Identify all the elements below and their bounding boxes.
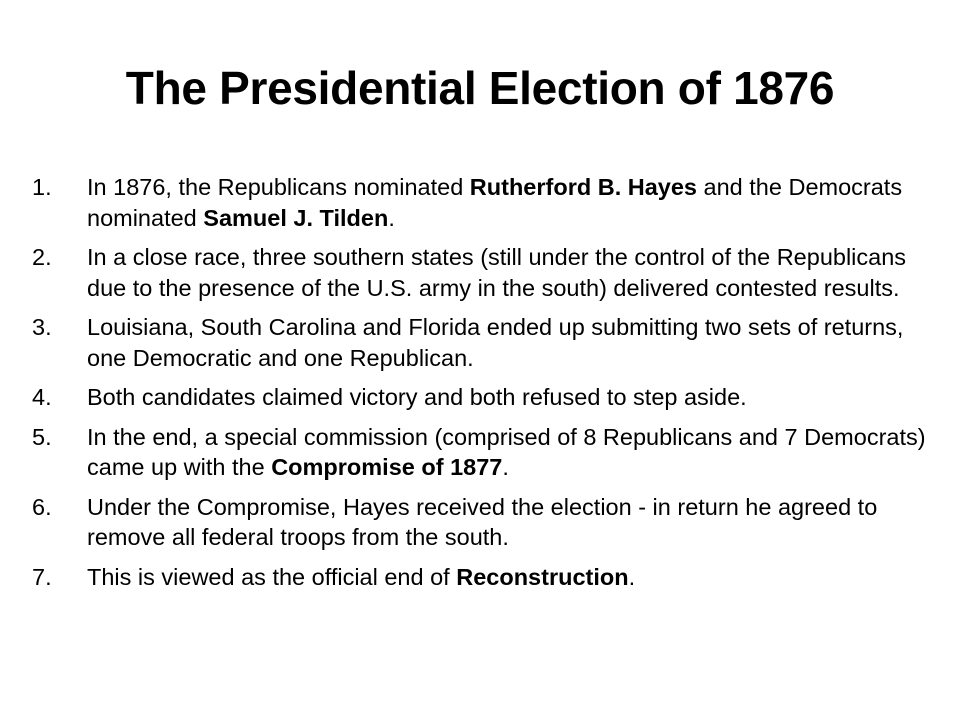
list-item-text: [87, 492, 937, 553]
list-item-number: 6.: [32, 493, 52, 520]
list-item-text: [87, 242, 937, 303]
list-item-text: [87, 562, 937, 593]
text-run: In 1876, the Republicans nominated: [87, 174, 470, 200]
list-item-number: 2.: [32, 244, 52, 270]
bold-term-reconstruction: Reconstruction: [456, 563, 629, 590]
text-run: Louisiana, South Carolina and Florida ended up submitting two sets of returns, one Democratic and one Republican.: [87, 314, 904, 371]
list-item-number: 5.: [32, 423, 52, 450]
list-item: [32, 312, 937, 373]
text-run: This is viewed as the official end of: [87, 563, 457, 590]
bold-name-rutherford-hayes: Rutherford B. Hayes: [469, 174, 698, 200]
text-run: In a close race, three southern states (still under the control of the Republicans due to the presence of the U.S. army in the south) delivered contested results.: [87, 244, 907, 301]
list-item-number: 1.: [32, 174, 52, 200]
list-item-text: [87, 172, 937, 233]
list-item-number: 7.: [32, 563, 52, 590]
list-item: [32, 242, 937, 303]
bold-name-samuel-tilden: Samuel J. Tilden: [203, 204, 389, 231]
list-item: [32, 382, 937, 413]
list-item: [32, 422, 937, 483]
list-item-text: [87, 422, 937, 483]
slide-title: The Presidential Election of 1876: [125, 62, 835, 114]
list-item: [32, 492, 937, 553]
list-item-text: [87, 312, 937, 373]
list-item-number: 4.: [32, 384, 52, 410]
text-run: .: [502, 454, 509, 480]
text-run: and the Democrats nominated: [87, 174, 903, 231]
text-run: Both candidates claimed victory and both refused to step aside.: [87, 384, 747, 410]
bold-term-compromise-of-1877: Compromise of 1877: [271, 454, 503, 480]
text-run: Under the Compromise, Hayes received the election - in return he agreed to remove all federal troops from the south.: [87, 493, 878, 550]
list-item-number: 3.: [32, 314, 52, 340]
text-run: In the end, a special commission (comprised of 8 Republicans and 7 Democrats) came up with the: [87, 423, 926, 480]
text-run: .: [388, 204, 395, 231]
list-item: [32, 172, 937, 233]
list-item: [32, 562, 937, 593]
numbered-list: [32, 172, 937, 601]
text-run: .: [628, 563, 636, 590]
list-item-text: [87, 382, 937, 413]
